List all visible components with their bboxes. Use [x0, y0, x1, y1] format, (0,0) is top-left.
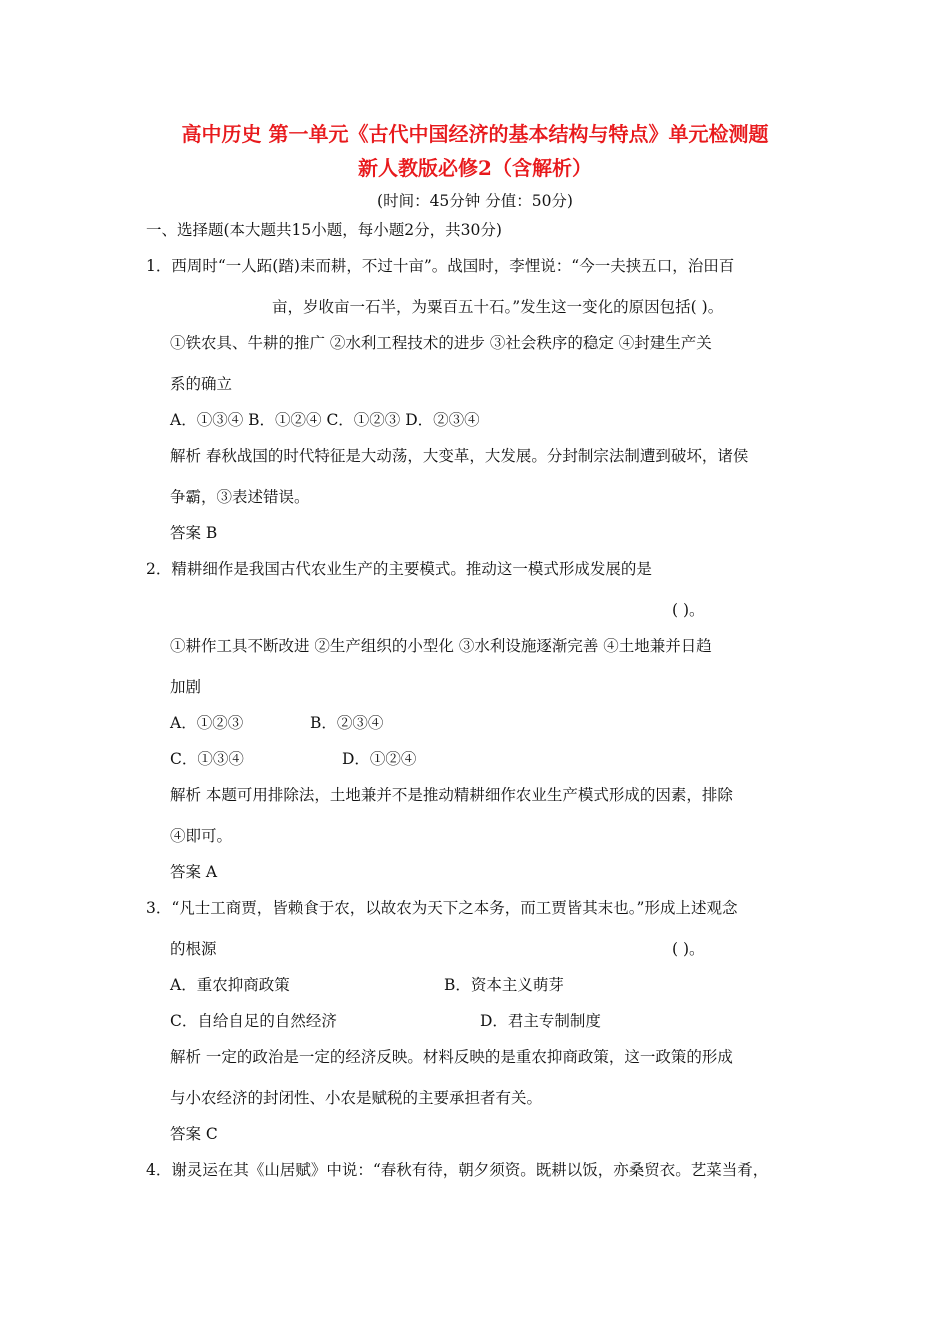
q1-stem-line1: 1．西周时“一人跖(踏)耒而耕，不过十亩”。战国时，李悝说：“今一夫挟五口，治田百 — [146, 257, 735, 275]
q2-items-line2: 加剧 — [170, 678, 202, 696]
q3-option-a: A．重农抑商政策 — [170, 976, 290, 994]
q1-options: A．①③④ B．①②④ C．①②③ D．②③④ — [170, 411, 480, 429]
q3-analysis-line1: 解析 一定的政治是一定的经济反映。材料反映的是重农抑商政策，这一政策的形成 — [170, 1048, 733, 1066]
q3-stem-line2: 的根源 — [170, 940, 217, 958]
q1-items-line1: ①铁农具、牛耕的推广 ②水利工程技术的进步 ③社会秩序的稳定 ④封建生产关 — [170, 334, 712, 352]
q2-items-line1: ①耕作工具不断改进 ②生产组织的小型化 ③水利设施逐渐完善 ④土地兼并日趋 — [170, 637, 712, 655]
section-heading: 一、选择题(本大题共15小题，每小题2分，共30分) — [146, 221, 502, 239]
q1-stem-line2: 亩，岁收亩一石半，为粟百五十石。”发生这一变化的原因包括( )。 — [272, 298, 724, 316]
q3-stem-blank: ( )。 — [672, 940, 705, 958]
q1-answer: 答案 B — [170, 524, 218, 542]
q3-answer: 答案 C — [170, 1125, 218, 1143]
q1-items-line2: 系的确立 — [170, 375, 233, 393]
q2-stem-line1: 2．精耕细作是我国古代农业生产的主要模式。推动这一模式形成发展的是 — [146, 560, 652, 578]
q2-analysis-line1: 解析 本题可用排除法，土地兼并不是推动精耕细作农业生产模式形成的因素，排除 — [170, 786, 733, 804]
q2-option-d: D．①②④ — [342, 750, 417, 768]
q2-stem-line2: ( )。 — [672, 601, 705, 619]
q3-analysis-line2: 与小农经济的封闭性、小农是赋税的主要承担者有关。 — [170, 1089, 543, 1107]
exam-meta: (时间：45分钟 分值：50分) — [377, 192, 573, 210]
q3-option-d: D．君主专制制度 — [480, 1012, 601, 1030]
q3-stem-line1: 3．“凡士工商贾，皆赖食于农，以故农为天下之本务，而工贾皆其末也。”形成上述观念 — [146, 899, 738, 917]
q2-analysis-line2: ④即可。 — [170, 827, 233, 845]
q2-option-b: B．②③④ — [310, 714, 384, 732]
q3-option-c: C．自给自足的自然经济 — [170, 1012, 337, 1030]
q1-analysis-line2: 争霸，③表述错误。 — [170, 488, 310, 506]
q1-analysis-line1: 解析 春秋战国的时代特征是大动荡，大变革，大发展。分封制宗法制遭到破坏，诸侯 — [170, 447, 749, 465]
q2-option-c: C．①③④ — [170, 750, 244, 768]
q3-option-b: B．资本主义萌芽 — [444, 976, 564, 994]
q2-answer: 答案 A — [170, 863, 218, 881]
q4-stem-line1: 4．谢灵运在其《山居赋》中说：“春秋有待，朝夕须资。既耕以饭，亦桑贸衣。艺菜当肴， — [146, 1161, 769, 1179]
document-title-line1: 高中历史 第一单元《古代中国经济的基本结构与特点》单元检测题 — [181, 122, 769, 146]
q2-option-a: A．①②③ — [170, 714, 244, 732]
document-title-line2: 新人教版必修2（含解析） — [358, 156, 592, 180]
